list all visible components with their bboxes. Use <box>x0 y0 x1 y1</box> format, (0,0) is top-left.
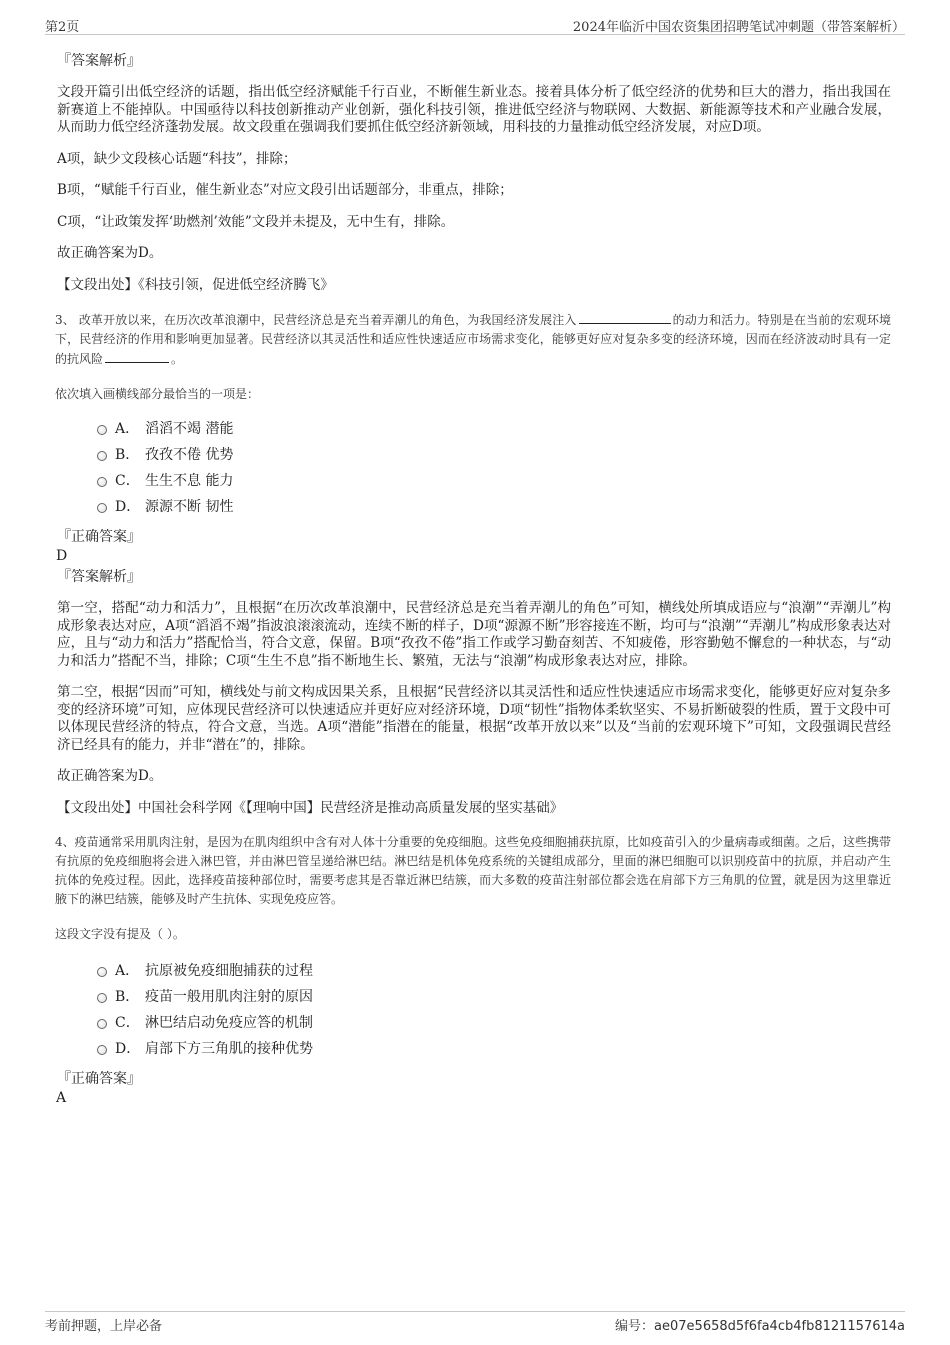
page-footer <box>45 1311 905 1334</box>
q4-option-b[interactable]: B． 疫苗一般用肌肉注射的原因 <box>97 984 891 1010</box>
document-title: 2024年临沂中国农资集团招聘笔试冲刺题（带答案解析） <box>572 20 905 35</box>
correct-answer: D <box>56 548 68 564</box>
question-4-prompt: 这段文字没有提及（ ）。 <box>55 927 185 941</box>
analysis-paragraph-1: 第一空，搭配“动力和活力”，且根据“在历次改革浪潮中，民营经济总是充当着弄潮儿的角色”可知，横线处所填成语应与“浪潮”“弄潮儿”构成形象表达对应，A项“滔滔不竭”指波浪滚滚流动，连续不断的样子，D项“源源不断”形容接连不断，均可与“浪潮”“弄潮儿”构成形象表达对应，且与“动力和活力”搭配恰当，符合文意，保留。B项“孜孜不倦”指工作或学习勤奋刻苦、不知疲倦，形容勤勉不懈怠的一种状态，与“动力和活力”搭配不当，排除；C项“生生不息”指不断地生长、繁殖，无法与“浪潮”构成形象表达对应，排除。 <box>57 600 891 669</box>
radio-icon[interactable] <box>97 1019 107 1029</box>
radio-icon[interactable] <box>97 477 107 487</box>
page-header <box>45 14 905 35</box>
analysis-label: 『答案解析』 <box>57 53 141 69</box>
radio-icon[interactable] <box>97 503 107 513</box>
passage-source: 【文段出处】《科技引领，促进低空经济腾飞》 <box>57 276 334 293</box>
q4-option-c[interactable]: C． 淋巴结启动免疫应答的机制 <box>97 1010 891 1036</box>
correct-answer-label: 『正确答案』 <box>57 1071 141 1087</box>
radio-icon[interactable] <box>97 993 107 1003</box>
q3-option-a[interactable]: A． 滔滔不竭 潜能 <box>97 416 891 442</box>
analysis-paragraph: 文段开篇引出低空经济的话题，指出低空经济赋能千行百业，不断催生新业态。接着具体分析了低空经济的优势和巨大的潜力，指出我国在新赛道上不能掉队。中国亟待以科技创新推动产业创新，强化科技引领，推进低空经济与物联网、大数据、新能源等技术和产业融合发展，从而助力低空经济蓬勃发展。故文段重在强调我们要抓住低空经济新领域，用科技的力量推动低空经济发展，对应D项。 <box>57 84 891 135</box>
q3-option-d[interactable]: D． 源源不断 韧性 <box>97 494 891 520</box>
question-4-options <box>97 958 891 1062</box>
question-4-text: 4、疫苗通常采用肌肉注射，是因为在肌肉组织中含有对人体十分重要的免疫细胞。这些免疫细胞捕获抗原，比如疫苗引入的少量病毒或细菌。之后，这些携带有抗原的免疫细胞将会进入淋巴管，并由淋巴管呈递给淋巴结。淋巴结是机体免疫系统的关键组成部分，里面的淋巴细胞可以识别疫苗中的抗原，并启动产生抗体的免疫过程。因此，选择疫苗接种部位时，需要考虑其是否靠近淋巴结簇，而大多数的疫苗注射部位都会选在肩部下方三角肌的位置，就是因为这里靠近腋下的淋巴结簇，能够及时产生抗体、实现免疫应答。 <box>55 835 891 906</box>
analysis-conclusion: 故正确答案为D。 <box>57 768 163 784</box>
page-number: 第2页 <box>45 20 80 35</box>
q3-option-c[interactable]: C． 生生不息 能力 <box>97 468 891 494</box>
footer-slogan: 考前押题，上岸必备 <box>45 1319 163 1334</box>
radio-icon[interactable] <box>97 425 107 435</box>
passage-source: 【文段出处】中国社会科学网《【理响中国】民营经济是推动高质量发展的坚实基础》 <box>57 799 564 816</box>
analysis-label: 『答案解析』 <box>57 569 141 585</box>
q4-option-a[interactable]: A． 抗原被免疫细胞捕获的过程 <box>97 958 891 984</box>
radio-icon[interactable] <box>97 451 107 461</box>
page-content <box>57 46 891 1106</box>
analysis-item-a: A项，缺少文段核心话题“科技”，排除； <box>57 150 297 167</box>
analysis-item-c: C项，“让政策发挥‘助燃剂’效能”文段并未提及，无中生有，排除。 <box>57 213 455 230</box>
radio-icon[interactable] <box>97 1045 107 1055</box>
fill-blank-1 <box>579 310 671 324</box>
document-id: 编号：ae07e5658d5f6fa4cb4fb8121157614a <box>615 1319 905 1334</box>
correct-answer: A <box>56 1090 67 1106</box>
q3-option-b[interactable]: B． 孜孜不倦 优势 <box>97 442 891 468</box>
fill-blank-2 <box>105 349 169 363</box>
analysis-conclusion: 故正确答案为D。 <box>57 245 163 261</box>
analysis-paragraph-2: 第二空，根据“因而”可知，横线处与前文构成因果关系，且根据“民营经济以其灵活性和适应性快速适应市场需求变化，能够更好应对复杂多变的经济环境”可知，应体现民营经济可以快速适应并更好应对经济环境，D项“韧性”指物体柔软坚实、不易折断破裂的性质，置于文段中可以体现民营经济的特点，符合文意，当选。A项“潜能”指潜在的能量，根据“改革开放以来”以及“当前的宏观环境下”可知，文段强调民营经济已经具有的能力，并非“潜在”的，排除。 <box>57 684 891 753</box>
analysis-item-b: B项，“赋能千行百业，催生新业态”对应文段引出话题部分，非重点，排除； <box>57 182 513 198</box>
radio-icon[interactable] <box>97 967 107 977</box>
correct-answer-label: 『正确答案』 <box>57 529 141 545</box>
question-3-prompt: 依次填入画横线部分最恰当的一项是： <box>55 387 260 401</box>
q4-option-d[interactable]: D． 肩部下方三角肌的接种优势 <box>97 1036 891 1062</box>
question-3-text: 3、 改革开放以来，在历次改革浪潮中，民营经济总是充当着弄潮儿的角色，为我国经济发展注入 的动力和活力。特别是在当前的宏观环境下，民营经济的作用和影响更加显著。民营经济以其灵活性和适应性快速适应市场需求变化，能够更好应对复杂多变的经济环境，因而在经济波动时具有一定的抗风险 。 <box>55 310 891 369</box>
question-3-options <box>97 416 891 520</box>
